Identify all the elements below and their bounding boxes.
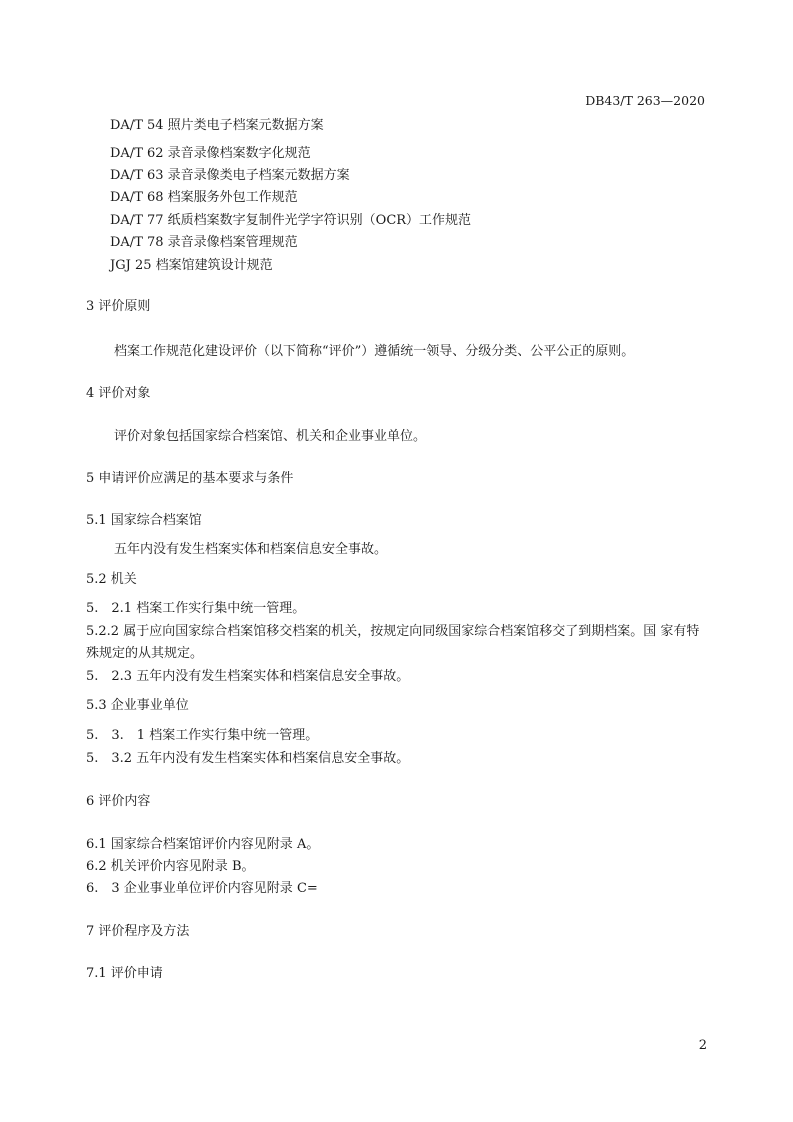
clause: 6.1 国家综合档案馆评价内容见附录 A。 bbox=[86, 837, 320, 852]
clause: 5. 2.1 档案工作实行集中统一管理。 bbox=[86, 601, 306, 616]
section-title: 4 评价对象 bbox=[86, 386, 151, 401]
subsection-title: 5.3 企业事业单位 bbox=[86, 698, 189, 713]
paragraph: 档案工作规范化建设评价（以下简称“评价”）遵循统一领导、分级分类、公平公正的原则。 bbox=[114, 344, 635, 359]
section-title: 3 评价原则 bbox=[86, 299, 151, 314]
clause: 5. 2.3 五年内没有发生档案实体和档案信息安全事故。 bbox=[86, 669, 410, 684]
reference-item: DA/T 62 录音录像档案数字化规范 bbox=[110, 146, 311, 161]
section-title: 6 评价内容 bbox=[86, 794, 151, 809]
subsection-title: 5.1 国家综合档案馆 bbox=[86, 513, 202, 528]
paragraph: 评价对象包括国家综合档案馆、机关和企业事业单位。 bbox=[114, 429, 427, 444]
reference-item: DA/T 68 档案服务外包工作规范 bbox=[110, 190, 298, 205]
section-title: 7 评价程序及方法 bbox=[86, 924, 190, 939]
reference-item: DA/T 54 照片类电子档案元数据方案 bbox=[110, 118, 324, 133]
subsection-title: 7.1 评价申请 bbox=[86, 966, 163, 981]
reference-item: DA/T 78 录音录像档案管理规范 bbox=[110, 235, 298, 250]
clause: 5. 3. 1 档案工作实行集中统一管理。 bbox=[86, 728, 319, 743]
clause: 5.2.2 属于应向国家综合档案馆移交档案的机关，按规定向同级国家综合档案馆移交了到期档案。国 家有特 bbox=[86, 624, 700, 639]
clause: 6.2 机关评价内容见附录 B。 bbox=[86, 859, 255, 874]
standard-code: DB43/T 263—2020 bbox=[585, 93, 705, 108]
clause-continuation: 殊规定的从其规定。 bbox=[86, 646, 204, 661]
reference-item: DA/T 77 纸质档案数字复制件光学字符识别（OCR）工作规范 bbox=[110, 213, 472, 228]
subsection-title: 5.2 机关 bbox=[86, 572, 137, 587]
page-number: 2 bbox=[698, 1038, 707, 1053]
reference-item: DA/T 63 录音录像类电子档案元数据方案 bbox=[110, 168, 350, 183]
clause: 5. 3.2 五年内没有发生档案实体和档案信息安全事故。 bbox=[86, 751, 410, 766]
section-title: 5 申请评价应满足的基本要求与条件 bbox=[86, 471, 294, 486]
paragraph: 五年内没有发生档案实体和档案信息安全事故。 bbox=[114, 542, 388, 557]
reference-item: JGJ 25 档案馆建筑设计规范 bbox=[110, 258, 273, 273]
clause: 6. 3 企业事业单位评价内容见附录 C= bbox=[86, 881, 318, 896]
